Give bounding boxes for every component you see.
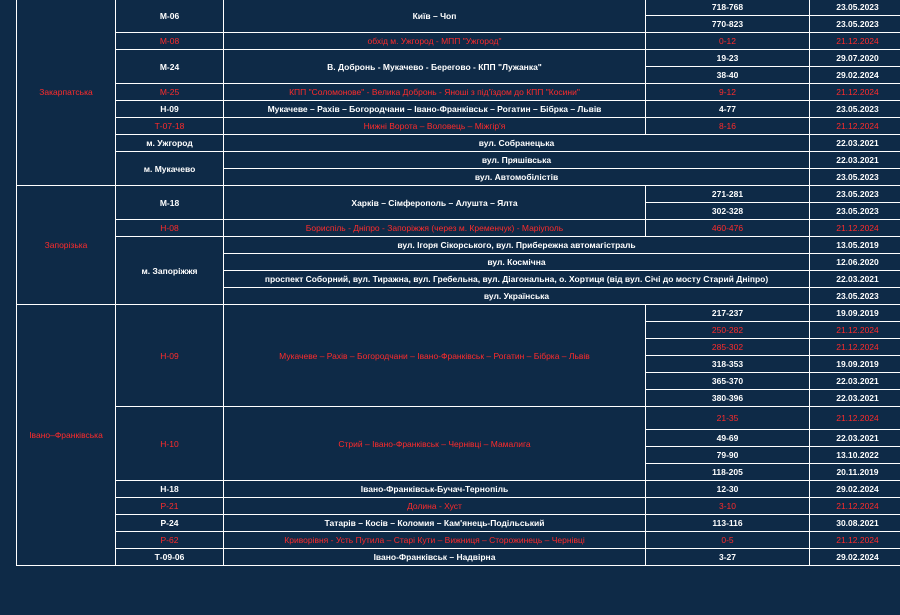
km-range: 8-16: [646, 118, 809, 134]
repair-date: 29.02.2024: [810, 549, 900, 565]
table-row: [17, 515, 900, 531]
repair-date: 29.07.2020: [810, 50, 900, 66]
repair-date: 23.05.2023: [810, 288, 900, 304]
repair-date: 12.06.2020: [810, 254, 900, 270]
region-name: Закарпатська: [17, 0, 115, 185]
table-row: [17, 305, 900, 321]
road-code: М-08: [116, 33, 223, 49]
road-code: Н-10: [116, 407, 223, 480]
repair-date: 23.05.2023: [810, 186, 900, 202]
repair-date: 22.03.2021: [810, 152, 900, 168]
repair-date: 21.12.2024: [810, 339, 900, 355]
table-row: [17, 101, 900, 117]
km-range: 217-237: [646, 305, 809, 321]
table-row: [17, 220, 900, 236]
km-range: 9-12: [646, 84, 809, 100]
road-description: В. Добронь - Мукачево - Берегово - КПП "Лужанка": [224, 50, 645, 83]
road-code: Р-62: [116, 532, 223, 548]
city-name: м. Ужгород: [116, 135, 223, 151]
table-row: [17, 481, 900, 497]
city-name: м. Запоріжжя: [116, 237, 223, 304]
repair-date: 21.12.2024: [810, 118, 900, 134]
roads-table-body: [17, 0, 900, 565]
repair-date: 21.12.2024: [810, 498, 900, 514]
repair-date: 19.09.2019: [810, 356, 900, 372]
repair-date: 22.03.2021: [810, 271, 900, 287]
km-range: 318-353: [646, 356, 809, 372]
repair-date: 23.05.2023: [810, 203, 900, 219]
road-description: Стрий – Івано-Франківськ – Чернівці – Мамалига: [224, 407, 645, 480]
table-row: [17, 84, 900, 100]
table-row: [17, 532, 900, 548]
street-name: вул. Українська: [224, 288, 809, 304]
km-range: 79-90: [646, 447, 809, 463]
km-range: 0-5: [646, 532, 809, 548]
street-name: вул. Космічна: [224, 254, 809, 270]
km-range: 770-823: [646, 16, 809, 32]
road-description: Київ – Чоп: [224, 0, 645, 32]
repair-date: 29.02.2024: [810, 481, 900, 497]
repair-date: 21.12.2024: [810, 33, 900, 49]
road-code: Н-09: [116, 305, 223, 406]
repair-date: 22.03.2021: [810, 430, 900, 446]
road-code: Н-18: [116, 481, 223, 497]
road-code: Т-09-06: [116, 549, 223, 565]
road-description: Татарів – Косів – Коломия – Кам'янець-Подільський: [224, 515, 645, 531]
road-code: Н-08: [116, 220, 223, 236]
repair-date: 21.12.2024: [810, 532, 900, 548]
road-code: Р-24: [116, 515, 223, 531]
road-code: Р-21: [116, 498, 223, 514]
roads-repair-table: [16, 0, 900, 566]
table-row: [17, 152, 900, 168]
repair-date: 13.10.2022: [810, 447, 900, 463]
region-name: Івано–Франківська: [17, 305, 115, 565]
table-row: [17, 135, 900, 151]
street-name: вул. Пряшівська: [224, 152, 809, 168]
repair-date: 19.09.2019: [810, 305, 900, 321]
road-code: М-18: [116, 186, 223, 219]
region-name: Запорізька: [17, 186, 115, 304]
road-code: М-06: [116, 0, 223, 32]
table-row: [17, 33, 900, 49]
km-range: 302-328: [646, 203, 809, 219]
repair-date: 21.12.2024: [810, 220, 900, 236]
km-range: 3-10: [646, 498, 809, 514]
km-range: 38-40: [646, 67, 809, 83]
table-row: [17, 407, 900, 429]
km-range: 12-30: [646, 481, 809, 497]
km-range: 49-69: [646, 430, 809, 446]
km-range: 271-281: [646, 186, 809, 202]
street-name: проспект Соборний, вул. Тиражна, вул. Гребельна, вул. Діагональна, о. Хортиця (від вул. Січі до мосту Старий Дніпро): [224, 271, 809, 287]
road-description: обхід м. Ужгород - МПП "Ужгород": [224, 33, 645, 49]
repair-date: 21.12.2024: [810, 407, 900, 429]
repair-date: 29.02.2024: [810, 67, 900, 83]
street-name: вул. Собранецька: [224, 135, 809, 151]
km-range: 4-77: [646, 101, 809, 117]
road-code: Т-07-18: [116, 118, 223, 134]
repair-date: 23.05.2023: [810, 16, 900, 32]
road-description: Бориспіль - Дніпро - Запоріжжя (через м. Кременчук) - Маріуполь: [224, 220, 645, 236]
km-range: 250-282: [646, 322, 809, 338]
repair-date: 20.11.2019: [810, 464, 900, 480]
table-row: [17, 0, 900, 15]
road-description: Харків – Сімферополь – Алушта – Ялта: [224, 186, 645, 219]
repair-date: 23.05.2023: [810, 0, 900, 15]
km-range: 19-23: [646, 50, 809, 66]
road-code: М-25: [116, 84, 223, 100]
repair-date: 30.08.2021: [810, 515, 900, 531]
km-range: 380-396: [646, 390, 809, 406]
km-range: 118-205: [646, 464, 809, 480]
road-code: М-24: [116, 50, 223, 83]
repair-date: 13.05.2019: [810, 237, 900, 253]
road-description: КПП "Соломонове" - Велика Добронь - Яноші з під'їздом до КПП "Косини": [224, 84, 645, 100]
table-row: [17, 50, 900, 66]
km-range: 718-768: [646, 0, 809, 15]
street-name: вул. Ігоря Сікорського, вул. Прибережна автомагістраль: [224, 237, 809, 253]
km-range: 3-27: [646, 549, 809, 565]
km-range: 285-302: [646, 339, 809, 355]
repair-date: 21.12.2024: [810, 84, 900, 100]
repair-date: 21.12.2024: [810, 322, 900, 338]
city-name: м. Мукачево: [116, 152, 223, 185]
table-row: [17, 186, 900, 202]
table-row: [17, 118, 900, 134]
km-range: 365-370: [646, 373, 809, 389]
road-description: Криворівня - Усть Путила – Старі Кути – Вижниця – Сторожинець – Чернівці: [224, 532, 645, 548]
repair-date: 22.03.2021: [810, 373, 900, 389]
table-row: [17, 549, 900, 565]
km-range: 113-116: [646, 515, 809, 531]
km-range: 460-476: [646, 220, 809, 236]
road-code: Н-09: [116, 101, 223, 117]
repair-date: 23.05.2023: [810, 101, 900, 117]
repair-date: 22.03.2021: [810, 390, 900, 406]
repair-date: 23.05.2023: [810, 169, 900, 185]
road-description: Мукачеве – Рахів – Богородчани – Івано-Франківськ – Рогатин – Бібрка – Львів: [224, 305, 645, 406]
road-description: Івано-Франківськ – Надвірна: [224, 549, 645, 565]
road-description: Івано-Франківськ-Бучач-Тернопіль: [224, 481, 645, 497]
road-description: Нижні Ворота – Воловець – Міжгір'я: [224, 118, 645, 134]
table-row: [17, 498, 900, 514]
km-range: 21-35: [646, 407, 809, 429]
road-description: Долина - Хуст: [224, 498, 645, 514]
repair-date: 22.03.2021: [810, 135, 900, 151]
road-description: Мукачеве – Рахів – Богородчани – Івано-Франківськ – Рогатин – Бібрка – Львів: [224, 101, 645, 117]
street-name: вул. Автомобілістів: [224, 169, 809, 185]
table-row: [17, 237, 900, 253]
km-range: 0-12: [646, 33, 809, 49]
